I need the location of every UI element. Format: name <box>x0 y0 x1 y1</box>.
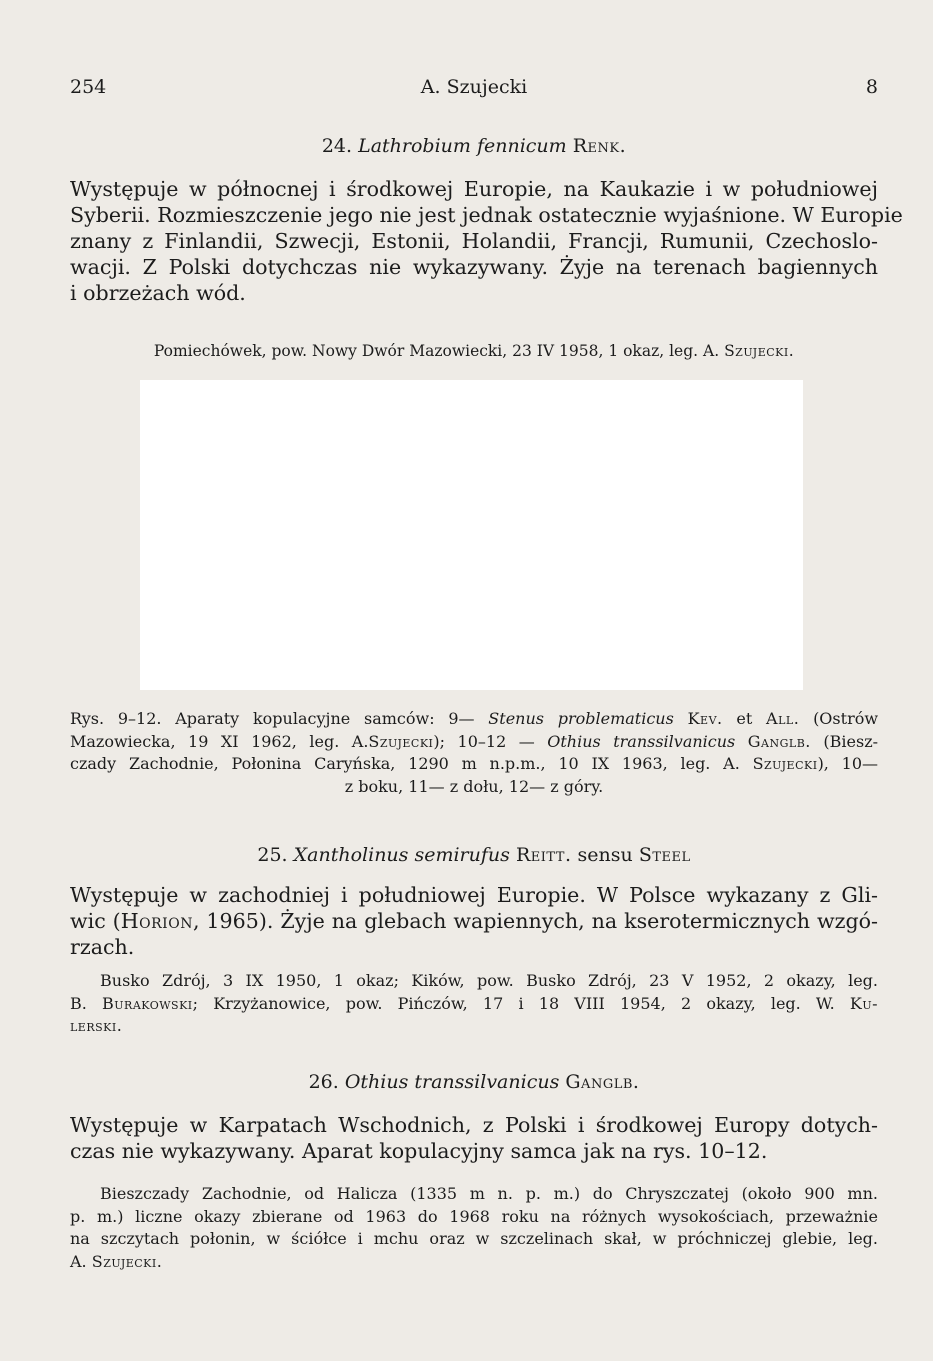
text-line: i obrzeżach wód. <box>70 281 246 305</box>
record-text: A. <box>70 1251 87 1271</box>
sensu-author: Steel <box>638 844 691 866</box>
caption-text: czady Zachodnie, Połonina Caryńska, 1290 m n.p.m., 10 IX 1963, leg. A. <box>70 754 740 773</box>
record-line <box>70 1251 878 1274</box>
caption-text: et <box>736 709 753 728</box>
caption-text: Mazowiecka, 19 XI 1962, leg. A. <box>70 731 369 751</box>
page-number: 254 <box>70 76 107 98</box>
species-authority: All. <box>766 709 800 728</box>
text-line: wacji. Z Polski dotychczas nie wykazywany. Żyje na terenach bagiennych <box>70 255 878 279</box>
species-25-heading <box>70 844 878 866</box>
caption-line <box>70 753 878 776</box>
species-name: Othius transsilvanicus <box>344 1071 560 1093</box>
record-text: B. <box>70 993 87 1013</box>
record-line: na szczytach połonin, w ściółce i mchu oraz w szczelinach skał, w próchniczej glebie, leg. <box>70 1229 878 1248</box>
text-line: czas nie wykazywany. Aparat kopulacyjny samca jak na rys. 10–12. <box>70 1139 768 1163</box>
species-24-description <box>70 176 903 306</box>
species-authority: Ganglb. <box>747 731 811 751</box>
species-authority: Renk. <box>572 135 627 157</box>
figure-9-12 <box>140 380 803 690</box>
species-24-heading <box>70 135 878 157</box>
caption-text: (Ostrów <box>813 709 879 728</box>
running-header <box>70 76 878 102</box>
species-number: 24. <box>321 135 353 157</box>
species-number: 25. <box>257 844 288 866</box>
sensu-text: sensu <box>577 844 633 866</box>
species-24-record <box>70 340 878 363</box>
text-line: rzach. <box>70 935 135 959</box>
record-line: Busko Zdrój, 3 IX 1950, 1 okaz; Kików, pow. Busko Zdrój, 23 V 1952, 2 okazy, leg. <box>100 971 878 990</box>
sheet-number: 8 <box>865 76 878 98</box>
species-25-description <box>70 882 878 960</box>
text-fragment: wic ( <box>70 909 121 933</box>
caption-text: ); 10–12 — <box>433 731 535 751</box>
text-line: Występuje w Karpatach Wschodnich, z Polski i środkowej Europy dotych- <box>70 1113 878 1137</box>
record-text: Pomiechówek, pow. Nowy Dwór Mazowiecki, 23 IV 1958, 1 okaz, leg. A. <box>153 342 720 360</box>
species-name: Xantholinus semirufus <box>293 844 510 866</box>
caption-line: z boku, 11— z dołu, 12— z góry. <box>344 776 604 796</box>
record-line: lerski. <box>70 1016 123 1035</box>
collector-name: Burakowski <box>102 993 193 1013</box>
species-name: Lathrobium fennicum <box>358 135 567 157</box>
collector-name: Szujecki <box>752 754 818 773</box>
record-line <box>70 993 878 1016</box>
record-line: p. m.) liczne okazy zbierane od 1963 do 1968 roku na różnych wysokościach, przeważnie <box>70 1206 878 1226</box>
text-line: Syberii. Rozmieszczenie jego nie jest jednak ostatecznie wyjaśnione. W Europie <box>70 203 903 227</box>
collector-name: Szujecki. <box>91 1251 163 1271</box>
text-fragment: , 1965). Żyje na glebach wapiennych, na kserotermicznych wzgó- <box>192 909 879 933</box>
text-line: Występuje w północnej i środkowej Europie, na Kaukazie i w południowej <box>70 177 878 201</box>
text-line <box>70 908 878 934</box>
collector-name: Szujecki. <box>724 342 795 360</box>
record-line: Bieszczady Zachodnie, od Halicza (1335 m n. p. m.) do Chryszczatej (około 900 mn. <box>100 1184 878 1203</box>
caption-text: (Biesz- <box>823 731 879 751</box>
species-name: Othius transsilvanicus <box>547 731 736 751</box>
species-authority: Ganglb. <box>565 1071 640 1093</box>
species-25-records <box>70 970 878 1038</box>
species-26-records <box>70 1183 878 1273</box>
species-number: 26. <box>308 1071 339 1093</box>
running-author: A. Szujecki <box>420 76 528 98</box>
species-name: Stenus problematicus <box>488 709 674 728</box>
collector-name: Ku- <box>849 993 878 1013</box>
species-authority: Reitt. <box>515 844 572 866</box>
text-line: Występuje w zachodniej i południowej Europie. W Polsce wykazany z Gli- <box>70 883 878 907</box>
species-26-heading <box>70 1071 878 1093</box>
caption-text: Rys. 9–12. Aparaty kopulacyjne samców: 9— <box>70 709 475 728</box>
caption-line <box>70 708 878 731</box>
caption-line <box>70 731 878 754</box>
species-authority: Kev. <box>687 709 723 728</box>
figure-caption <box>70 708 878 798</box>
caption-text: ), 10— <box>817 754 879 773</box>
text-line: znany z Finlandii, Szwecji, Estonii, Holandii, Francji, Rumunii, Czechoslo- <box>70 229 878 253</box>
record-text: ; Krzyżanowice, pow. Pińczów, 17 i 18 VIII 1954, 2 okazy, leg. W. <box>192 993 835 1013</box>
author-name: Horion <box>120 909 193 933</box>
species-26-description <box>70 1112 878 1164</box>
collector-name: Szujecki <box>368 731 434 751</box>
